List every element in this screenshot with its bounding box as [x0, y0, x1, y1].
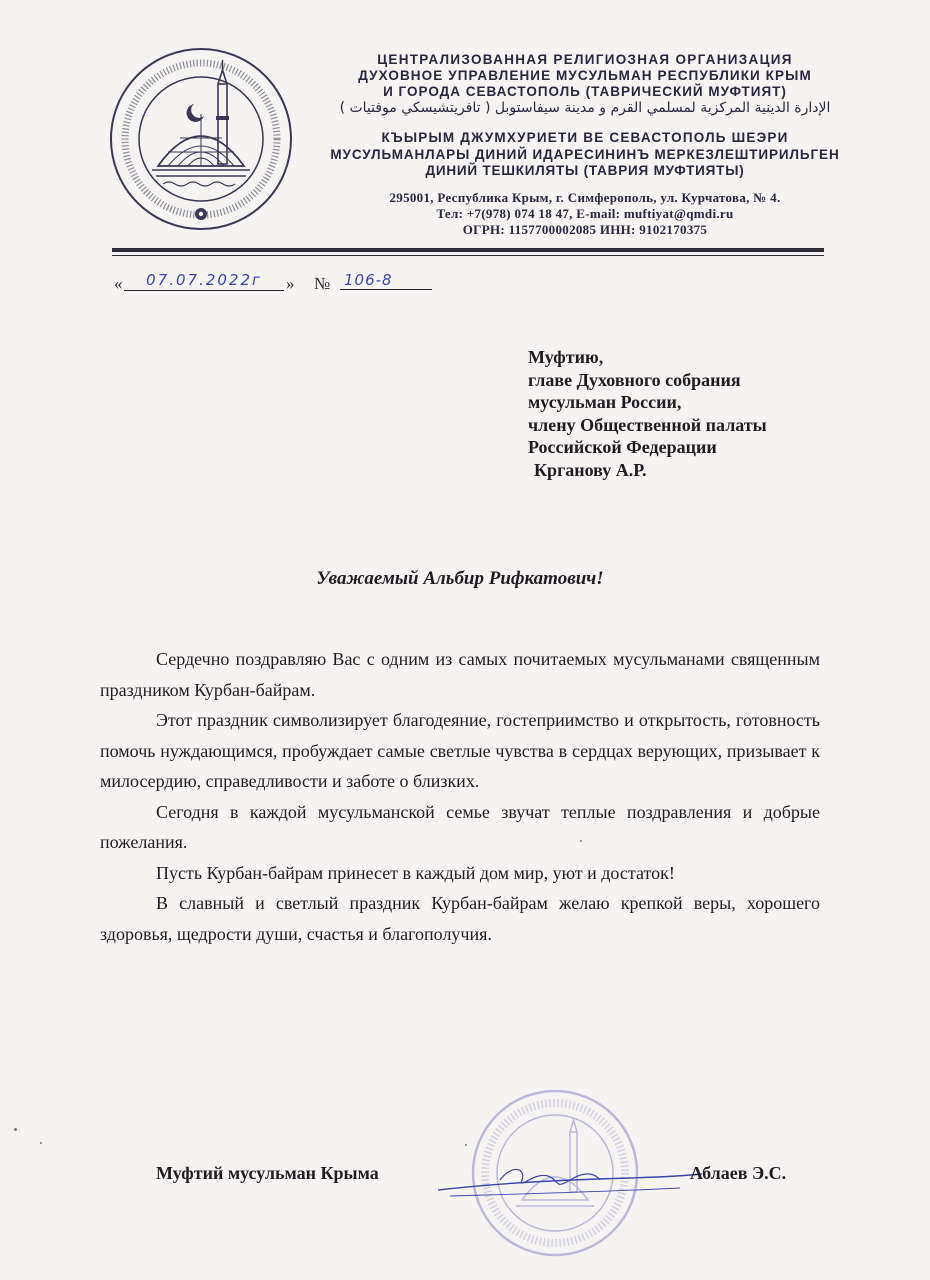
letter-body [100, 644, 820, 949]
letterhead-line-1: ЦЕНТРАЛИЗОВАННАЯ РЕЛИГИОЗНАЯ ОРГАНИЗАЦИЯ [377, 52, 793, 67]
letterhead-divider-thick [112, 248, 824, 252]
muftiyat-emblem-logo [108, 46, 294, 232]
outgoing-number-handwritten: 106-8 [340, 270, 432, 290]
signatory-name: Аблаев Э.С. [690, 1163, 787, 1183]
letterhead-registration: ОГРН: 1157700002085 ИНН: 9102170375 [462, 222, 708, 237]
addressee-line: мусульман России, [528, 392, 682, 412]
number-sign: № [314, 274, 331, 293]
scan-speck [465, 1144, 467, 1146]
letterhead-line-5: КЪЫРЫМ ДЖУМХУРИЕТИ ВЕ СЕВАСТОПОЛЬ ШЕЭРИ [381, 130, 789, 145]
body-paragraph: Пусть Курбан-байрам принесет в каждый дом мир, уют и достаток! [156, 862, 675, 883]
scan-speck [40, 1142, 42, 1144]
scan-speck [14, 1128, 17, 1131]
addressee-line: члену Общественной палаты [528, 414, 767, 435]
body-paragraph: В славный и светлый праздник Курбан-байрам желаю крепкой веры, хорошего здоровья, щедрости души, счастья и благополучия. [100, 893, 820, 944]
body-paragraph: Сегодня в каждой мусульманской семье звучат теплые поздравления и добрые пожелания. [100, 801, 820, 852]
addressee-line: Российской Федерации [528, 437, 717, 457]
handwritten-signature [430, 1150, 710, 1210]
signatory-title: Муфтий мусульман Крыма [156, 1163, 379, 1183]
letterhead-line-6: МУСУЛЬМАНЛАРЫ ДИНИЙ ИДАРЕСИНИНЪ МЕРКЕЗЛЕШТИРИЛЬГЕН [330, 147, 840, 162]
addressee-line: главе Духовного собрания [528, 369, 741, 390]
addressee-line: Муфтию, [528, 347, 604, 367]
body-paragraph: Сердечно поздравляю Вас с одним из самых почитаемых мусульманами священным праздником Курбан-байрам. [100, 649, 820, 700]
date-handwritten: 07.07.2022г [124, 270, 284, 291]
letterhead-divider-thin [112, 255, 824, 256]
letterhead-arabic-line: الإدارة الدينية المركزية لمسلمي القرم و مدينة سيفاستوبل ( تافريتشيسكي موفتيات ) [339, 100, 831, 116]
salutation: Уважаемый Альбир Рифкатович! [316, 568, 604, 589]
addressee-name: Крганову А.Р. [534, 459, 647, 480]
date-quote-close: » [286, 274, 295, 293]
scan-speck [580, 840, 582, 842]
letterhead-line-7: ДИНИЙ ТЕШКИЛЯТЫ (ТАВРИЯ МУФТИЯТЫ) [425, 163, 745, 178]
letterhead-contacts: Тел: +7(978) 074 18 47, E-mail: muftiyat@qmdi.ru [436, 206, 734, 221]
date-quote-open: « [114, 274, 123, 293]
letterhead-address: 295001, Республика Крым, г. Симферополь, ул. Курчатова, № 4. [389, 190, 781, 205]
addressee-block [528, 346, 767, 481]
letterhead-line-2: ДУХОВНОЕ УПРАВЛЕНИЕ МУСУЛЬМАН РЕСПУБЛИКИ КРЫМ [358, 68, 812, 83]
letterhead-line-3: И ГОРОДА СЕВАСТОПОЛЬ (ТАВРИЧЕСКИЙ МУФТИЯТ) [383, 84, 787, 99]
body-paragraph: Этот праздник символизирует благодеяние, гостеприимство и открытость, готовность помочь нуждающимся, пробуждает самые светлые чувства в сердцах верующих, призывает к милосердию, справедливости и заботе о близких. [100, 710, 820, 791]
